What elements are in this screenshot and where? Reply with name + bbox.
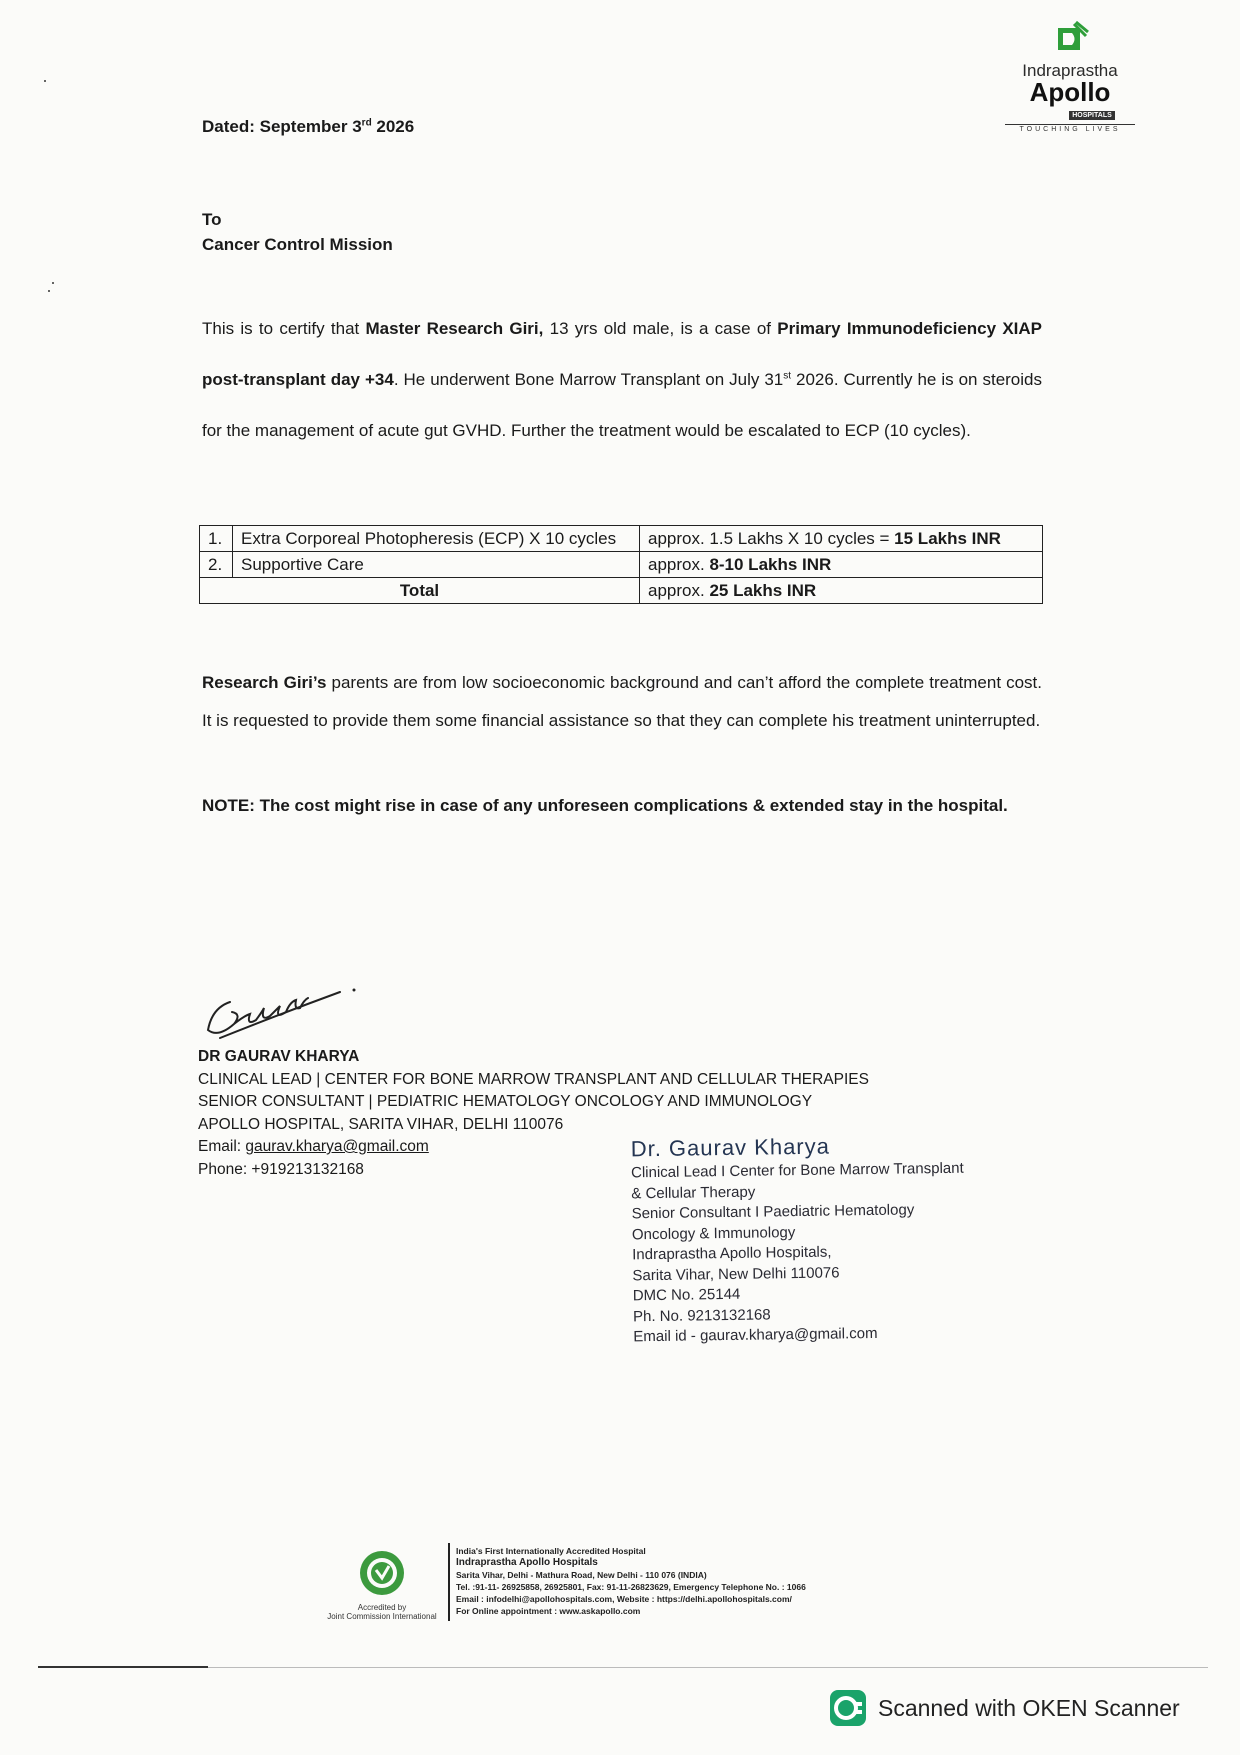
handwritten-signature	[200, 968, 370, 1048]
recipient-block	[202, 207, 393, 257]
patient-name: Master Research Giri,	[365, 319, 544, 338]
seal-caption: Accredited by	[357, 1603, 407, 1612]
stamp-line: Oncology & Immunology	[631, 1223, 796, 1243]
footer-divider	[448, 1543, 450, 1621]
stamp-name: Dr. Gaurav Kharya	[630, 1133, 831, 1162]
cost-text: approx.	[648, 580, 710, 600]
oken-scanner-icon	[828, 1688, 868, 1728]
email-link[interactable]: gaurav.kharya@gmail.com	[245, 1138, 429, 1155]
scan-speck	[52, 282, 54, 284]
stamp-line: & Cellular Therapy	[631, 1183, 756, 1202]
note: NOTE: The cost might rise in case of any unforeseen complications & extended stay in the hospital.	[202, 796, 1008, 815]
logo-tagline: TOUCHING LIVES	[1005, 124, 1135, 133]
date-text: Dated: September 3	[202, 117, 362, 136]
email-label: Email:	[198, 1138, 246, 1155]
cost-amount: 15 Lakhs INR	[894, 528, 1001, 548]
footer-line: Email : infodelhi@apollohospitals.com, Website : https://delhi.apollohospitals.com/	[456, 1594, 792, 1604]
doctor-stamp	[631, 1131, 967, 1348]
footer-line: Tel. :91-11- 26925858, 26925801, Fax: 91-11-26823629, Emergency Telephone No. : 1066	[456, 1582, 806, 1592]
row-item: Extra Corporeal Photopheresis (ECP) X 10 cycles	[233, 526, 640, 552]
scanner-watermark	[828, 1688, 1180, 1728]
signatory-name: DR GAURAV KHARYA	[198, 1048, 360, 1065]
total-label: Total	[200, 578, 640, 604]
signatory-title-2: SENIOR CONSULTANT | PEDIATRIC HEMATOLOGY ONCOLOGY AND IMMUNOLOGY	[198, 1093, 813, 1110]
request-paragraph	[202, 664, 1042, 740]
signatory-phone: Phone: +919213132168	[198, 1160, 364, 1178]
body-text: 2026. Currently he is on steroids for the management of acute gut GVHD. Further the treatment would be escalated to ECP (10 cycles).	[202, 370, 1042, 440]
jci-seal-icon	[357, 1548, 407, 1598]
table-row	[200, 552, 1043, 578]
signatory-title-1: CLINICAL LEAD | CENTER FOR BONE MARROW TRANSPLANT AND CELLULAR THERAPIES	[198, 1070, 869, 1088]
date-year: 2026	[371, 117, 415, 136]
patient-name: Research Giri’s	[202, 673, 327, 692]
stamp-line: Senior Consultant I Paediatric Hematology	[631, 1201, 915, 1223]
row-number: 1.	[200, 526, 233, 552]
cost-text: approx.	[648, 554, 710, 574]
footer-line: For Online appointment : www.askapollo.com	[456, 1606, 641, 1616]
jci-seal	[318, 1548, 446, 1621]
footer-line: India's First Internationally Accredited Hospital	[456, 1546, 646, 1556]
table-total-row	[200, 578, 1043, 604]
stamp-line: Indraprastha Apollo Hospitals,	[632, 1243, 832, 1264]
scanner-text: Scanned with OKEN Scanner	[878, 1694, 1180, 1721]
date-ordinal: rd	[361, 117, 372, 129]
cost-table	[199, 525, 1043, 604]
cost-amount: 8-10 Lakhs INR	[709, 554, 832, 574]
body-text: 13 yrs old male, is a case of	[543, 319, 778, 338]
cost-amount: 25 Lakhs INR	[709, 580, 817, 600]
scan-speck	[44, 80, 46, 82]
scan-speck	[48, 290, 50, 292]
certification-paragraph	[202, 303, 1042, 456]
row-number: 2.	[200, 552, 233, 578]
to-label: To	[202, 210, 222, 229]
body-text: parents are from low socioeconomic background and can’t afford the complete treatment cost. It is requested to provide them some financial assistance so that they can complete his treatment uninterrupted.	[202, 673, 1043, 730]
diagnosis: Primary Immunodeficiency XIAP post-transplant day +34	[202, 319, 1042, 389]
logo-text-indraprastha: Indraprastha	[1022, 61, 1118, 80]
row-cost	[640, 552, 1043, 578]
letter-date	[202, 117, 414, 137]
stamp-line: Ph. No. 9213132168	[632, 1305, 771, 1325]
footer-address	[456, 1545, 806, 1617]
stamp-line: Email id - gaurav.kharya@gmail.com	[633, 1324, 878, 1346]
footer-hospital-name: Indraprastha Apollo Hospitals	[456, 1557, 598, 1568]
recipient-name: Cancer Control Mission	[202, 235, 393, 254]
body-text: This is to certify that	[202, 319, 366, 338]
cost-text: approx. 1.5 Lakhs X 10 cycles =	[648, 528, 895, 548]
logo-text-hospitals: HOSPITALS	[1069, 111, 1115, 120]
apollo-logo-icon	[1050, 20, 1090, 60]
signatory-address: APOLLO HOSPITAL, SARITA VIHAR, DELHI 110076	[198, 1115, 564, 1133]
total-cost	[640, 578, 1043, 604]
page-edge-line	[38, 1666, 208, 1668]
table-row	[200, 526, 1043, 552]
body-text: . He underwent Bone Marrow Transplant on July 31	[393, 370, 784, 389]
stamp-line: Clinical Lead I Center for Bone Marrow Transplant	[630, 1159, 964, 1182]
page-edge-line	[208, 1667, 1208, 1668]
date-ordinal: st	[783, 370, 792, 382]
row-cost	[640, 526, 1043, 552]
logo-text-apollo: Apollo	[1029, 77, 1111, 107]
row-item: Supportive Care	[233, 552, 640, 578]
stamp-line: DMC No. 25144	[632, 1285, 741, 1305]
stamp-line: Sarita Vihar, New Delhi 110076	[632, 1263, 840, 1284]
seal-caption: Joint Commission International	[327, 1612, 437, 1621]
hospital-logo	[1005, 20, 1135, 133]
footer-line: Sarita Vihar, Delhi - Mathura Road, New Delhi - 110 076 (INDIA)	[456, 1570, 707, 1580]
